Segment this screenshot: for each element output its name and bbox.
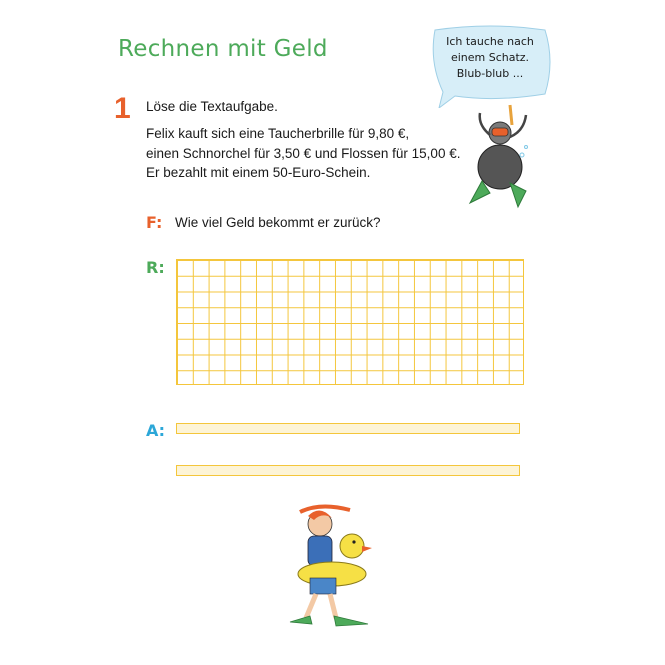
- speech-bubble-text: [430, 34, 550, 82]
- rechnung-label: R:: [146, 258, 165, 277]
- antwort-label: A:: [146, 421, 166, 440]
- task-story: [146, 124, 460, 183]
- task-number: 1: [114, 92, 131, 125]
- bubble-line: Blub-blub ...: [456, 67, 524, 80]
- answer-line[interactable]: [176, 423, 520, 434]
- question-text: Wie viel Geld bekommt er zurück?: [175, 215, 381, 230]
- task-instruction: Löse die Textaufgabe.: [146, 99, 278, 114]
- calculation-grid[interactable]: [176, 259, 524, 385]
- diver-icon: [460, 95, 540, 215]
- story-line: einen Schnorchel für 3,50 € und Flossen für 15,00 €.: [146, 145, 461, 161]
- story-line: Felix kauft sich eine Taucherbrille für 9,80 €,: [146, 126, 410, 141]
- bubble-line: Ich tauche nach: [446, 35, 534, 48]
- answer-line[interactable]: [176, 465, 520, 476]
- frage-label: F:: [146, 213, 163, 232]
- page-title: Rechnen mit Geld: [118, 36, 328, 62]
- bubble-line: einem Schatz.: [450, 51, 530, 64]
- story-line: Er bezahlt mit einem 50-Euro-Schein.: [146, 165, 371, 180]
- child-with-duck-float-icon: [270, 500, 390, 635]
